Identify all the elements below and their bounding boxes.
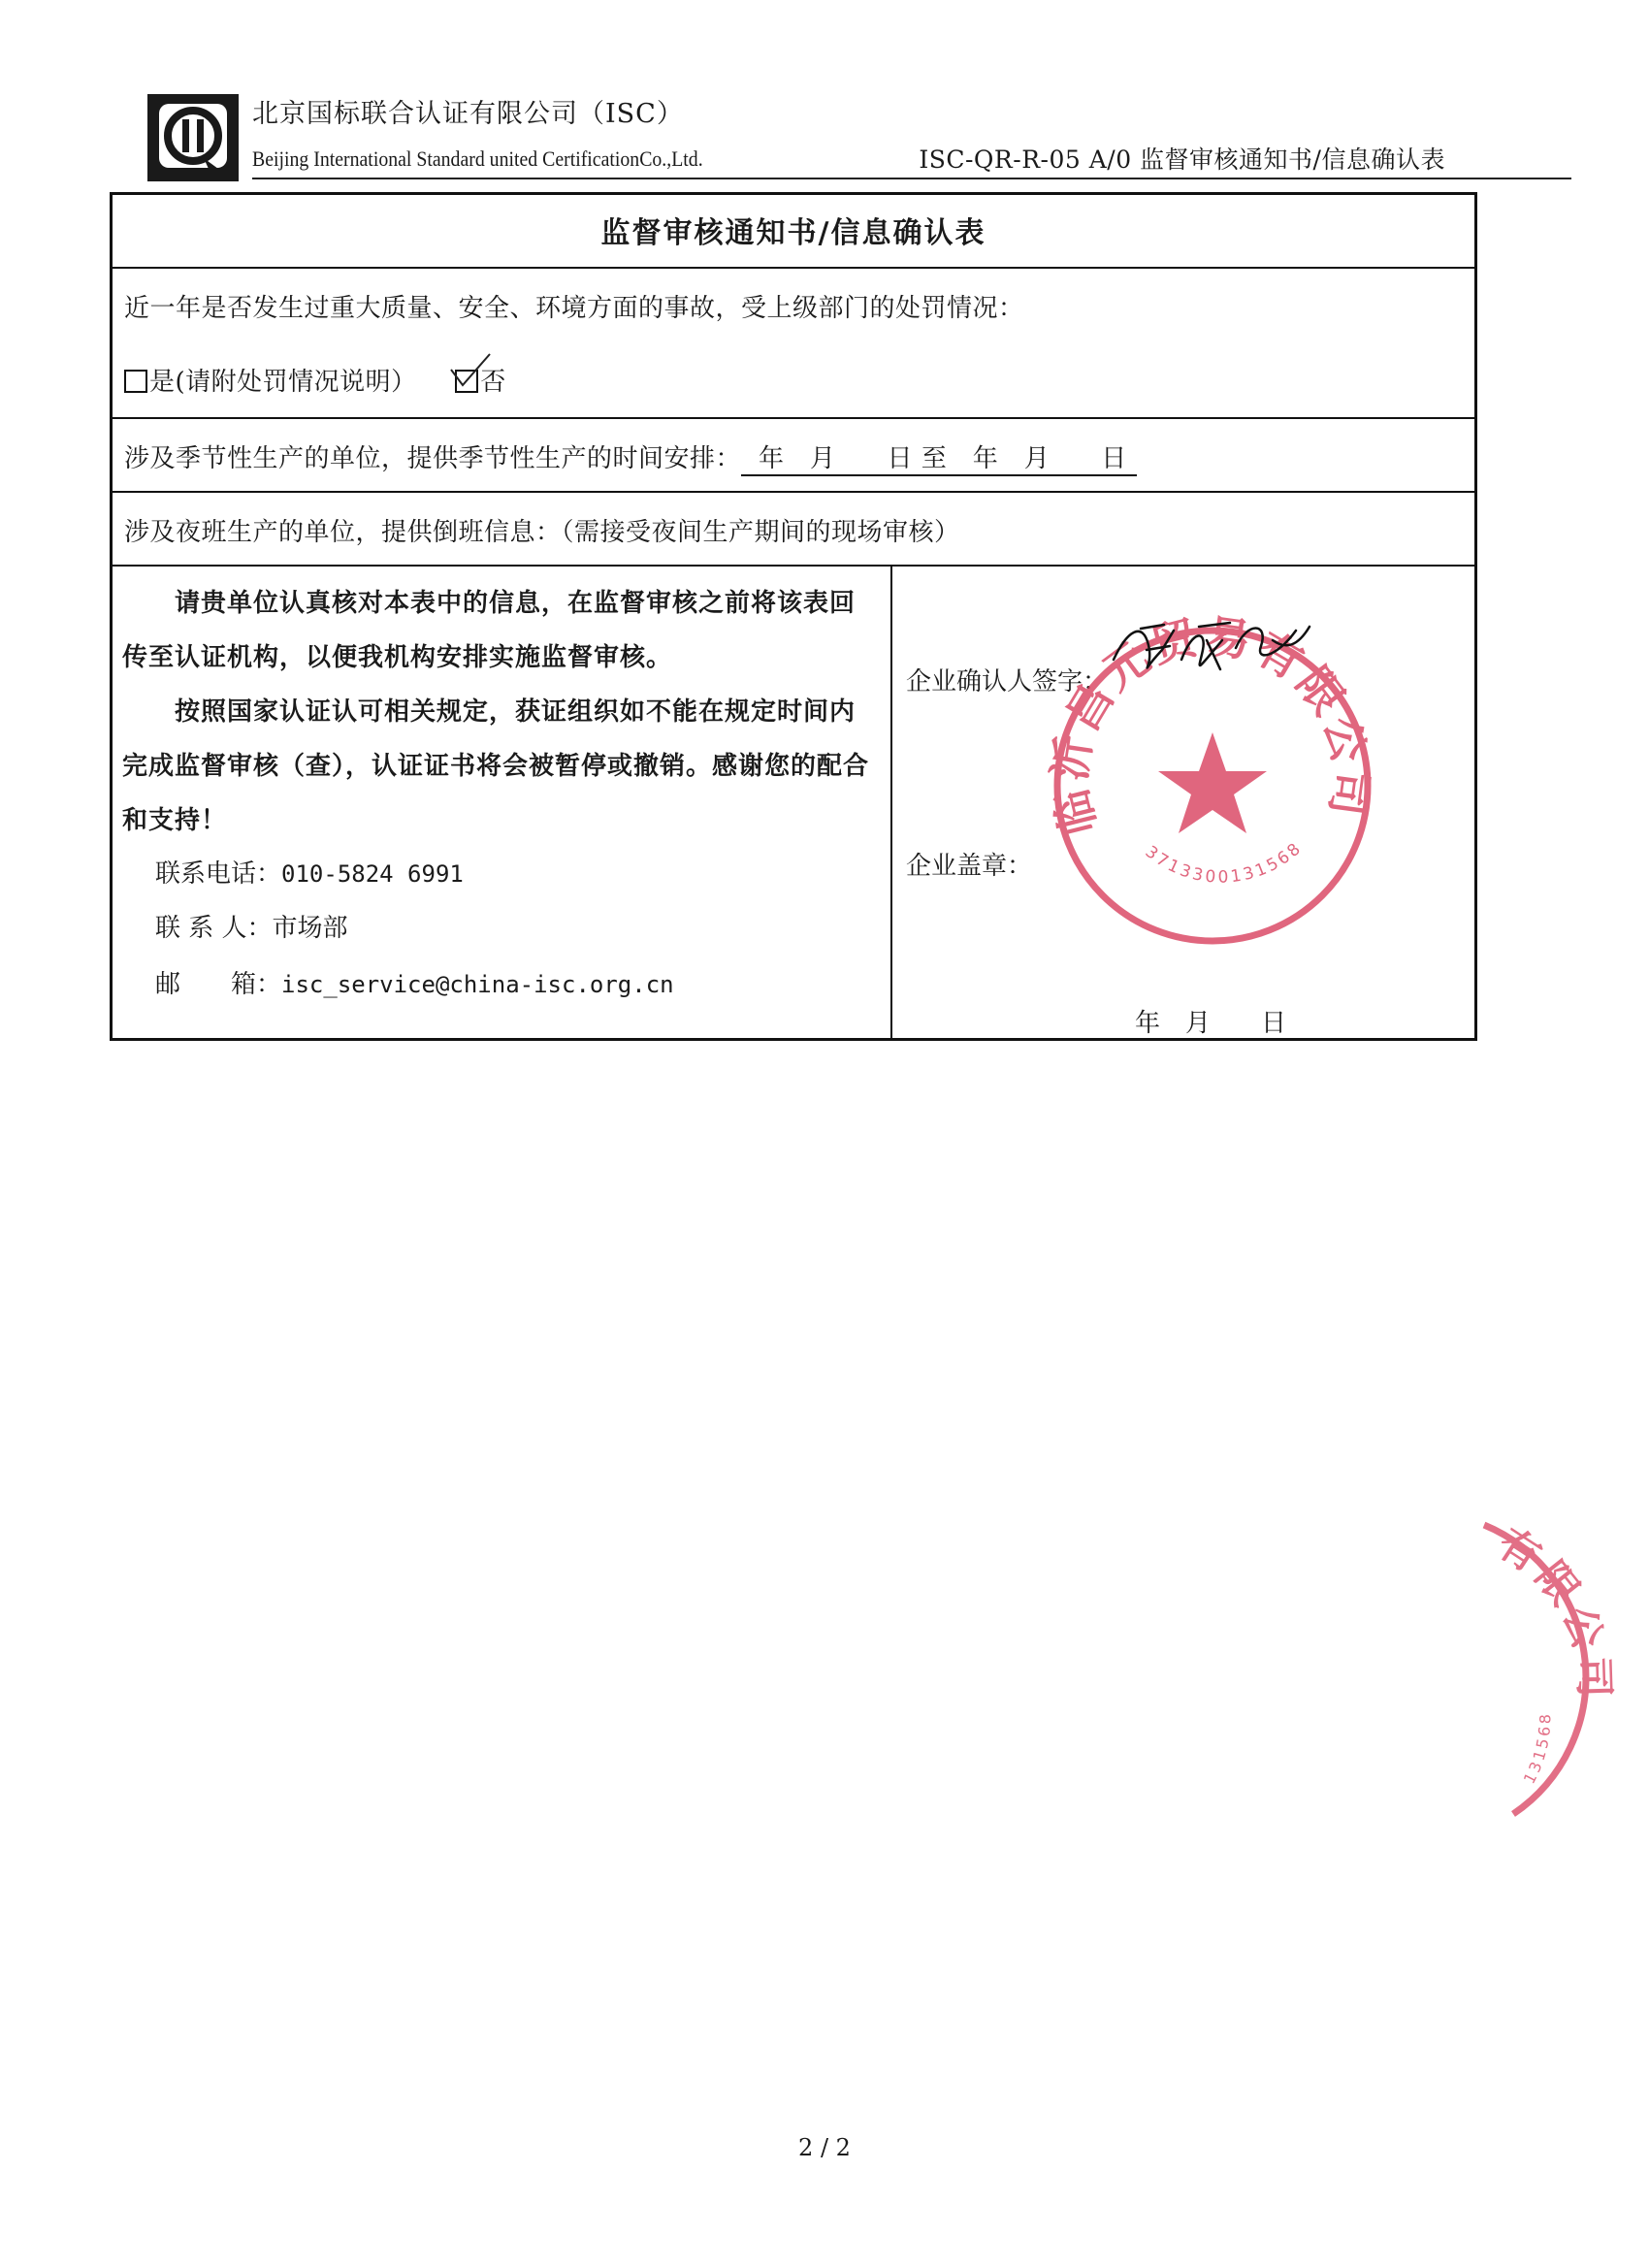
night-shift-row (113, 493, 1474, 567)
header-rule (252, 178, 1571, 179)
isc-logo-icon (146, 92, 241, 183)
svg-text:3713300131568 (1142, 838, 1307, 888)
checkbox-yes[interactable] (124, 370, 147, 393)
seal-fragment-number: 131568 (1519, 1711, 1555, 1787)
seal-star-icon (1158, 732, 1267, 833)
check-mark-icon (449, 352, 492, 391)
document-code: ISC-QR-R-05 A/0 监督审核通知书/信息确认表 (919, 146, 1445, 174)
accident-row (113, 269, 1474, 419)
seal-company-text: 临沂昌元贸易有限公司 (1043, 608, 1378, 841)
seasonal-label: 涉及季节性生产的单位，提供季节性生产的时间安排： (124, 444, 742, 473)
contact-label: 联 系 人： (155, 914, 273, 943)
notice-paragraph-2: 按照国家认证认可相关规定，获证组织如不能在规定时间内完成监督审核（查），认证证书将会被暂停或撤销。感谢您的配合和支持！ (122, 697, 870, 835)
svg-text:有限公司 (1489, 1519, 1618, 1704)
seasonal-row (113, 419, 1474, 493)
night-shift-label: 涉及夜班生产的单位，提供倒班信息：（需接受夜间生产期间的现场审核） (124, 518, 960, 547)
checkbox-no-checked[interactable] (455, 368, 480, 397)
accident-options (124, 362, 506, 398)
accident-question: 近一年是否发生过重大质量、安全、环境方面的事故，受上级部门的处罚情况： (124, 294, 1024, 323)
seal-fragment-text: 有限公司 (1489, 1518, 1619, 1704)
phone-line (155, 854, 464, 890)
signature-label: 企业确认人签字： (906, 667, 1109, 697)
option-no-label: 否 (480, 368, 506, 397)
notice-cell (113, 567, 892, 1038)
phone-value: 010-5824 6991 (281, 860, 464, 888)
phone-label: 联系电话： (155, 859, 282, 889)
email-label: 邮 箱： (155, 970, 282, 999)
page-number: 2 / 2 (798, 2134, 851, 2161)
notice-text (122, 576, 881, 848)
form-title-row (113, 195, 1474, 269)
sign-date-label: 年 月 日 (1135, 1009, 1287, 1038)
document-header (146, 92, 1474, 189)
notice-paragraph-1: 请贵单位认真核对本表中的信息，在监督审核之前将该表回传至认证机构，以便我机构安排实施监督审核。 (122, 589, 857, 672)
contact-value: 市场部 (272, 914, 348, 943)
seal-fragment (1455, 1513, 1649, 1824)
seasonal-text (124, 438, 1137, 476)
email-value: isc_service@china-isc.org.cn (281, 971, 674, 998)
contact-line (155, 908, 348, 944)
handwritten-signature (1106, 601, 1319, 689)
seal-label: 企业盖章： (906, 852, 1033, 881)
seasonal-date-range[interactable]: 年 月 日 至 年 月 日 (741, 438, 1137, 476)
form-title: 监督审核通知书/信息确认表 (600, 216, 986, 250)
company-name-en: Beijing International Standard united CertificationCo.,Ltd. (252, 146, 703, 171)
svg-text:131568 (1520, 1711, 1555, 1787)
company-name-cn: 北京国标联合认证有限公司（ISC） (252, 99, 684, 129)
option-yes-label: 是(请附处罚情况说明） (149, 368, 417, 397)
email-line (155, 964, 674, 1000)
seal-number: 3713300131568 (1141, 837, 1307, 888)
